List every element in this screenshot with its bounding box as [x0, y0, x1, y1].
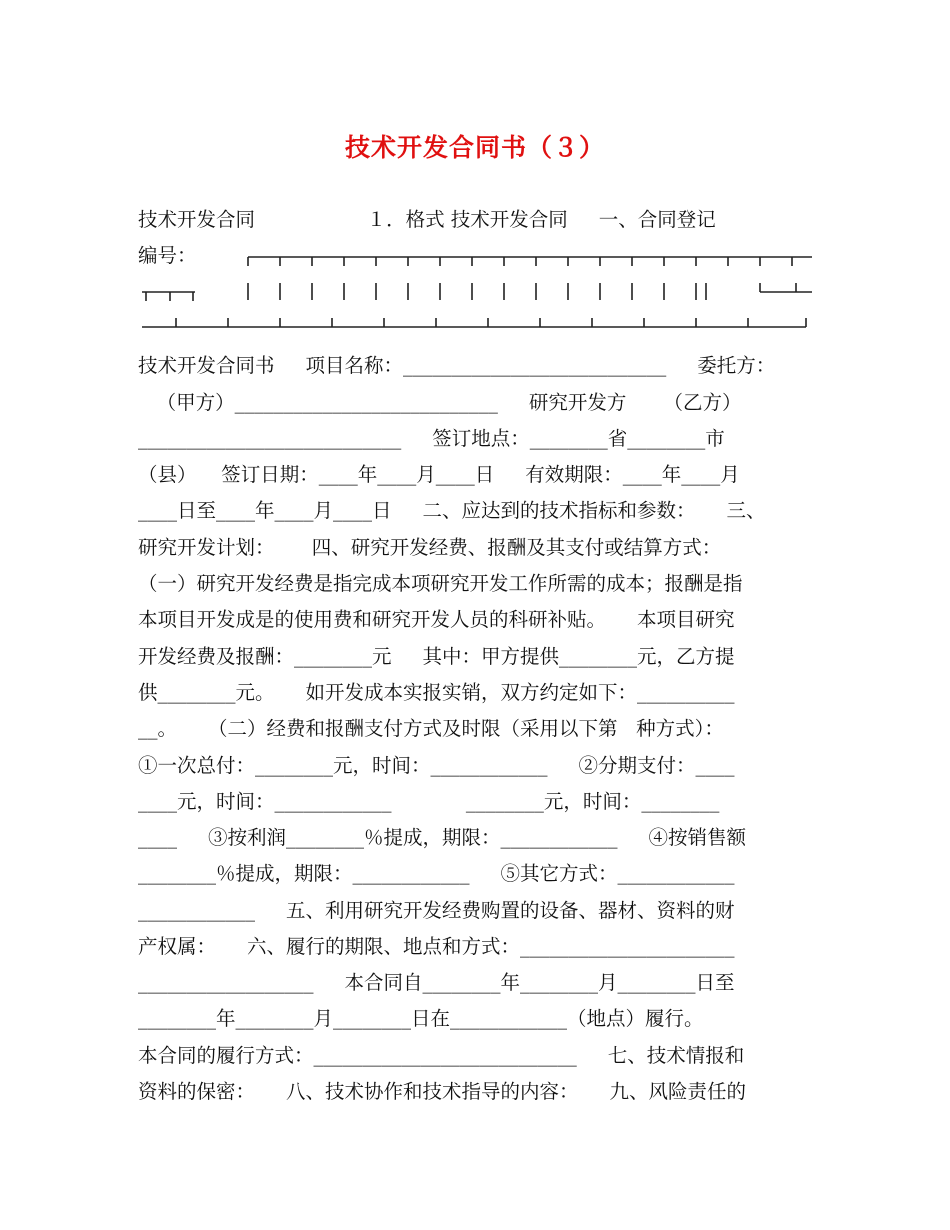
text-line: ________％提成，期限：____________ ⑤其它方式：____________: [138, 862, 735, 885]
text-line: 本项目开发成是的使用费和研究开发人员的科研补贴。 本项目研究: [138, 608, 735, 631]
text-line: 研究开发计划： 四、研究开发经费、报酬及其支付或结算方式：: [138, 536, 722, 559]
text-line: ____元，时间：____________ ________元，时间：________: [138, 790, 720, 813]
text-line: ①一次总付：________元，时间：____________ ②分期支付：____: [138, 754, 735, 777]
document-title: 技术开发合同书（３）: [344, 133, 605, 162]
text-line: 技术开发合同 １．格式 技术开发合同 一、合同登记: [138, 208, 716, 231]
text-line: ____ ③按利润________％提成，期限：____________ ④按销售额: [138, 826, 746, 849]
text-line: 供________元。 如开发成本实报实销，双方约定如下：__________: [138, 681, 735, 704]
text-line: （县） 签订日期：____年____月____日 有效期限：____年____月: [138, 463, 740, 486]
text-line: 资料的保密： 八、技术协作和技术指导的内容： 九、风险责任的: [138, 1080, 746, 1103]
text-line: __。 （二）经费和报酬支付方式及时限（采用以下第 种方式）：: [138, 717, 724, 740]
text-line: 本合同的履行方式：___________________________ 七、技术情报和: [138, 1044, 745, 1067]
text-line: __________________ 本合同自________年________月________日至: [138, 971, 735, 994]
text-line: ________年________月________日在____________（地点）履行。: [138, 1007, 704, 1030]
text-line: 编号：: [138, 244, 197, 267]
text-line: （一）研究开发经费是指完成本项研究开发工作所需的成本；报酬是指: [138, 572, 743, 595]
text-line: 开发经费及报酬：________元 其中：甲方提供________元，乙方提: [138, 645, 735, 668]
text-line: ____________ 五、利用研究开发经费购置的设备、器材、资料的财: [138, 899, 735, 922]
text-line: ___________________________ 签订地点：________省________市: [138, 427, 725, 450]
text-line: 技术开发合同书 项目名称：___________________________ 委托方：: [138, 354, 776, 377]
text-line: ____日至____年____月____日 二、应达到的技术指标和参数： 三、: [138, 499, 766, 522]
text-line: 产权属： 六、履行的期限、地点和方式：______________________: [138, 935, 735, 958]
text-line: （甲方）___________________________ 研究开发方 （乙方）: [138, 391, 742, 414]
